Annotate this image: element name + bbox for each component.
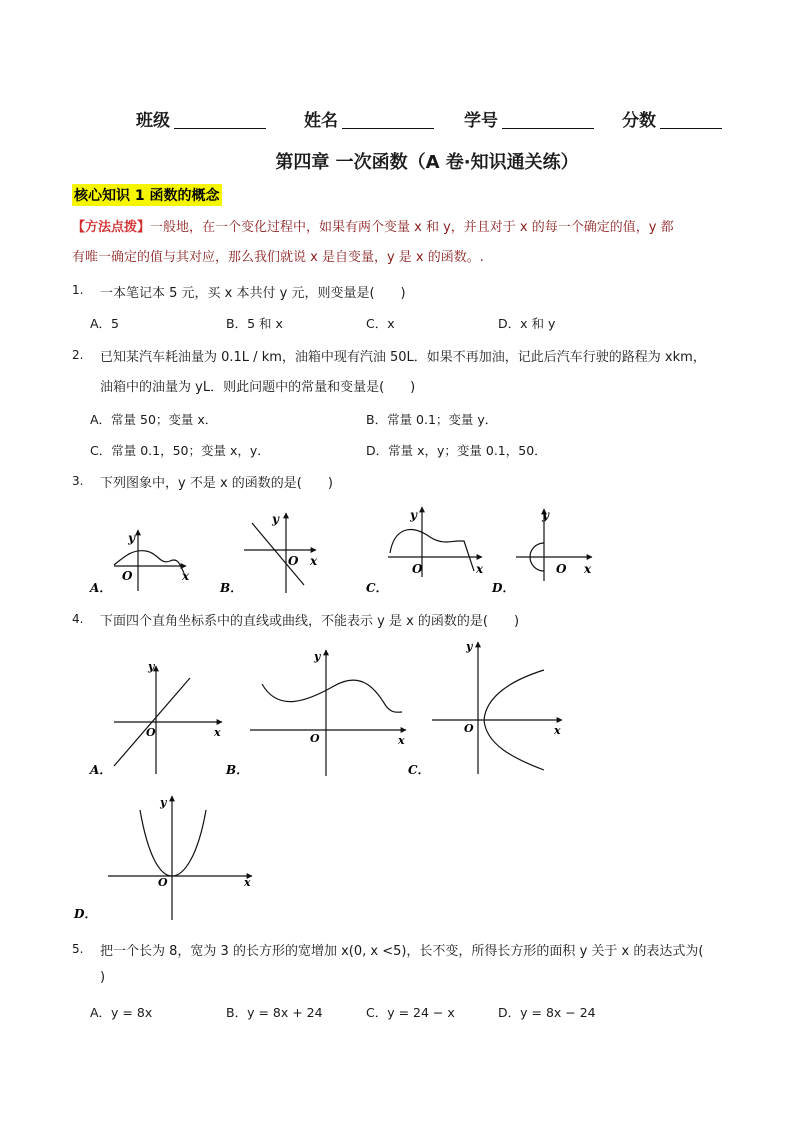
q5-option-d[interactable]: D．y = 8x − 24 (498, 1005, 596, 1020)
q3d-y-label: y (542, 508, 549, 522)
class-blank[interactable] (174, 110, 266, 129)
q4a-y-label: y (148, 660, 155, 673)
q1-text: 一本笔记本 5 元，买 x 本共付 y 元，则变量是( ) (100, 286, 406, 301)
q5-number: 5. (72, 942, 84, 956)
q4b-curve (262, 680, 402, 712)
q4-graph-a (114, 666, 222, 774)
q4b-o-label: O (310, 732, 320, 745)
q4a-o-label: O (146, 726, 156, 739)
q4-option-b[interactable]: B． (226, 763, 249, 777)
name-blank[interactable] (342, 110, 434, 129)
q1-option-d[interactable]: D．x 和 y (498, 316, 556, 331)
knowledge-point-heading: 核心知识 1 函数的概念 (72, 184, 222, 206)
q1-option-c[interactable]: C．x (366, 316, 395, 331)
q5-text-2: ) (100, 970, 106, 985)
page-title: 第四章 一次函数（A 卷·知识通关练） (275, 152, 579, 173)
method-line-2: 有唯一确定的值与其对应，那么我们就说 x 是自变量，y 是 x 的函数。. (72, 250, 484, 265)
q3-text: 下列图象中，y 不是 x 的函数的是( ) (100, 476, 333, 491)
q5-text: 把一个长为 8，宽为 3 的长方形的宽增加 x(0, x <5)，长不变，所得长方形的面积 y 关于 x 的表达式为( (100, 944, 704, 959)
q4d-parabola (140, 810, 206, 876)
q3c-x-label: x (476, 562, 484, 576)
q3d-o-label: O (556, 562, 567, 576)
q4-option-d[interactable]: D． (74, 907, 97, 921)
q3-graph-c (388, 507, 482, 577)
q4c-o-label: O (464, 722, 474, 735)
q1-number: 1. (72, 283, 84, 297)
q3-option-c[interactable]: C． (366, 581, 388, 595)
q4-text: 下面四个直角坐标系中的直线或曲线，不能表示 y 是 x 的函数的是( ) (100, 614, 520, 629)
id-label: 学号 (464, 111, 498, 131)
q3d-x-label: x (584, 562, 592, 576)
q4a-x-label: x (214, 726, 221, 739)
q3-option-b[interactable]: B． (220, 581, 243, 595)
q3-option-a[interactable]: A． (90, 581, 112, 595)
q1-option-a[interactable]: A．5 (90, 316, 120, 331)
q4b-x-label: x (398, 734, 405, 747)
class-label: 班级 (136, 111, 170, 131)
q3-graph-d (516, 509, 592, 581)
q4-number: 4. (72, 612, 84, 626)
q3c-curve (390, 530, 474, 571)
q4-graphs-row2 (74, 786, 280, 922)
q3-option-d[interactable]: D． (492, 581, 515, 595)
q2-text: 已知某汽车耗油量为 0.1L / km，油箱中现有汽油 50L．如果不再加油，记此后汽车行驶的路程为 xkm， (100, 350, 706, 365)
q3a-x-label: x (182, 569, 190, 583)
q3a-o-label: O (122, 569, 133, 583)
method-tip (72, 213, 732, 273)
q4-graphs-row1 (80, 636, 580, 781)
q2-option-a[interactable]: A．常量 50；变量 x． (90, 412, 218, 427)
q4d-x-label: x (244, 876, 251, 889)
q4-graph-d (108, 796, 252, 920)
q3a-y-label: y (128, 531, 135, 545)
q2-option-d[interactable]: D．常量 x，y；变量 0.1，50． (366, 443, 547, 458)
id-blank[interactable] (502, 110, 594, 129)
q2-option-c[interactable]: C．常量 0.1，50；变量 x，y． (90, 443, 270, 458)
q3-graph-b (244, 513, 316, 593)
q5-option-c[interactable]: C．y = 24 − x (366, 1005, 455, 1020)
score-blank[interactable] (660, 110, 722, 129)
q3-graphs (80, 495, 720, 600)
score-label: 分数 (622, 111, 656, 131)
q4c-y-label: y (466, 640, 473, 653)
q4-option-c[interactable]: C． (408, 763, 430, 777)
method-tag: 【方法点拨】 (72, 220, 151, 235)
q4d-y-label: y (160, 796, 167, 809)
q3b-o-label: O (288, 554, 299, 568)
q4-graph-b (250, 650, 406, 776)
q3c-o-label: O (412, 562, 423, 576)
q3b-y-label: y (272, 512, 279, 526)
q4d-o-label: O (158, 876, 168, 889)
q4b-y-label: y (314, 650, 321, 663)
q4-graph-c (432, 642, 562, 774)
q1-option-b[interactable]: B．5 和 x (226, 316, 283, 331)
q3-number: 3. (72, 474, 84, 488)
method-line-1: 一般地，在一个变化过程中，如果有两个变量 x 和 y，并且对于 x 的每一个确定的值，y 都 (150, 220, 674, 235)
q4c-x-label: x (554, 724, 561, 737)
q3c-y-label: y (410, 508, 417, 522)
q2-text-2: 油箱中的油量为 yL．则此问题中的常量和变量是( ) (100, 380, 416, 395)
q4-option-a[interactable]: A． (90, 763, 112, 777)
q5-option-a[interactable]: A．y = 8x (90, 1005, 153, 1020)
q5-option-b[interactable]: B．y = 8x + 24 (226, 1005, 323, 1020)
name-label: 姓名 (304, 111, 338, 131)
q3b-x-label: x (310, 554, 318, 568)
q2-option-b[interactable]: B．常量 0.1；变量 y． (366, 412, 498, 427)
q2-number: 2. (72, 348, 84, 362)
